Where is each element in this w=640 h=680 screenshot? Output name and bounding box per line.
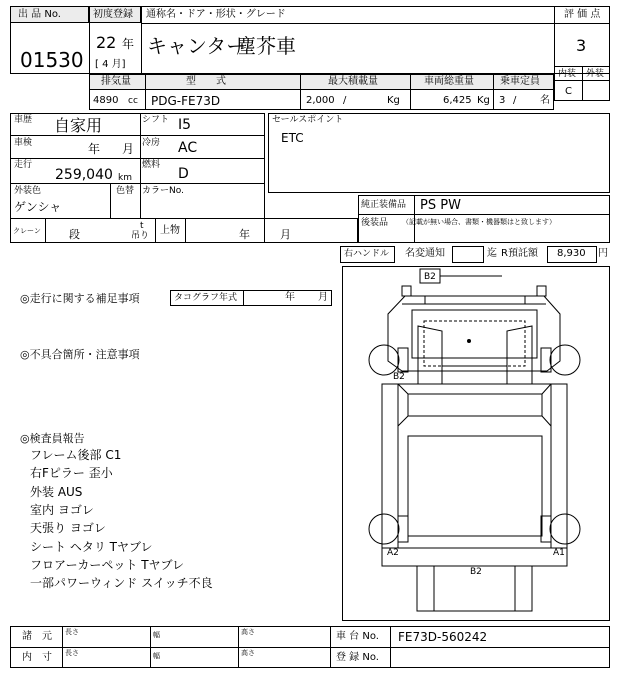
rhd-label: 右ハンドル (344, 249, 390, 259)
recycle-unit: 円 (598, 248, 608, 259)
interior-label: 内装 (558, 69, 577, 79)
defects-label: ◎不具合箇所・注意事項 (20, 348, 140, 361)
body-type: 塵芥車 (236, 34, 296, 58)
diagram-mark: A2 (387, 548, 399, 558)
upper-label: 上物 (160, 225, 180, 236)
score-sub-frame (554, 66, 610, 101)
sales-label: セールスポイント (272, 115, 344, 125)
diagram-mark: B2 (393, 372, 405, 382)
mileage-value: 259,040 (55, 167, 113, 183)
inspector-item: 天張り ヨゴレ (30, 521, 106, 535)
naishin-label: 内 寸 (22, 652, 52, 663)
ac-label: 冷房 (142, 138, 161, 148)
color-code-label: カラーNo. (142, 186, 184, 196)
crane-dan: 段 (69, 228, 80, 241)
capacity-label: 乗車定員 (500, 76, 540, 87)
model-name: キャンター (147, 34, 247, 58)
diagram-mark: B2 (424, 272, 436, 282)
capacity-sep: / (513, 95, 517, 106)
ac-value: AC (178, 140, 198, 156)
width-label: 幅 (153, 652, 160, 660)
color-label: 外装色 (14, 186, 42, 196)
lot-label: 出 品 No. (18, 9, 61, 20)
diagram-mark: B2 (470, 567, 482, 577)
displacement-label: 排気量 (101, 76, 131, 87)
inspector-item: 一部パワーウィンド スイッチ不良 (30, 576, 213, 590)
inspection-year-unit: 年 (88, 142, 101, 156)
length-label: 長さ (65, 628, 79, 636)
recycle-label: R預託額 (501, 248, 538, 259)
reg-year: 22 (96, 33, 117, 52)
gross-weight-label: 車両総重量 (424, 76, 474, 87)
lot-number: 01530 (20, 48, 84, 72)
name-label: 通称名・ドア・形状・グレード (146, 9, 286, 20)
crane-suri: 吊り (131, 231, 150, 241)
max-load-unit: Kg (387, 95, 400, 106)
name-change-cell (452, 246, 484, 263)
history-label: 車歴 (14, 115, 33, 125)
std-equipment: PS PW (420, 198, 461, 213)
sales-frame (268, 113, 610, 193)
reg-label: 初度登録 (93, 9, 133, 20)
max-load-value: 2,000 (306, 95, 335, 106)
length-label: 長さ (65, 649, 79, 657)
score-value: 3 (576, 36, 587, 55)
exterior-label: 外装 (586, 69, 605, 79)
aftermarket-label: 後装品 (361, 218, 389, 228)
model-code: PDG-FE73D (151, 94, 221, 108)
color-change-label: 色替 (116, 186, 135, 196)
upper-frame (155, 218, 358, 243)
chassis-label: 車 台 No. (336, 631, 379, 642)
fuel-label: 燃料 (142, 160, 161, 170)
gross-weight-unit: Kg (477, 95, 490, 106)
gross-weight-value: 6,425 (443, 95, 472, 106)
history-value: 自家用 (54, 116, 103, 135)
mileage-unit: km (118, 173, 132, 183)
aftermarket-note: （記載が無い場合、書類・機器類はと致します） (402, 218, 556, 226)
tacho-year-unit: 年 (285, 292, 295, 303)
inspector-item: フロアーカーペット Tヤブレ (30, 558, 185, 572)
shoen-label: 諸 元 (22, 631, 52, 642)
model-label: 型 式 (186, 76, 226, 87)
reg-year-unit: 年 (122, 37, 135, 51)
tacho-month-unit: 月 (318, 292, 328, 303)
capacity-value: 3 (499, 95, 506, 106)
sales-text: ETC (281, 131, 304, 145)
mileage-label: 走行 (14, 160, 33, 170)
max-load-sep: / (343, 95, 347, 106)
displacement-value: 4890 (93, 95, 119, 106)
inspection-month-unit: 月 (122, 142, 135, 156)
inspector-item: 室内 ヨゴレ (30, 503, 94, 517)
crane-t: t (140, 221, 144, 231)
fuel-value: D (178, 166, 189, 182)
width-label: 幅 (153, 631, 160, 639)
recycle-value: 8,930 (557, 248, 586, 259)
interior-score: C (565, 86, 572, 97)
inspector-item: 右Fピラー 歪小 (30, 466, 113, 480)
chassis-no: FE73D-560242 (398, 630, 488, 644)
score-label: 評 価 点 (564, 9, 601, 20)
spec-label-bar (89, 74, 554, 90)
std-equipment-label: 純正装備品 (361, 200, 407, 210)
upper-year-unit: 年 (239, 228, 250, 241)
expired-label: 迄 (487, 248, 497, 259)
reg-no-label: 登 録 No. (336, 652, 379, 663)
inspector-item: 外装 AUS (30, 485, 83, 499)
color-value: ゲンシャ (14, 200, 62, 214)
name-change-label: 名変通知 (405, 248, 445, 259)
tacho-label: タコグラフ年式 (174, 293, 238, 303)
crane-label: クレーン (13, 227, 41, 235)
inspector-item: シート ヘタリ Tヤブレ (30, 540, 153, 554)
height-label: 高さ (241, 649, 255, 657)
diagram-mark: A1 (553, 548, 565, 558)
height-label: 高さ (241, 628, 255, 636)
inspection-label: 車検 (14, 138, 33, 148)
upper-month-unit: 月 (280, 228, 291, 241)
inspector-label: ◎検査員報告 (20, 432, 85, 445)
capacity-unit: 名 (540, 95, 550, 106)
max-load-label: 最大積載量 (328, 76, 378, 87)
reg-month: [ 4 月] (95, 59, 126, 70)
inspector-item: フレーム後部 C1 (30, 448, 122, 462)
shift-value: I5 (178, 117, 192, 133)
shift-label: シフト (142, 115, 170, 125)
running-notes-label: ◎走行に関する補足事項 (20, 292, 140, 305)
displacement-unit: cc (128, 96, 138, 106)
